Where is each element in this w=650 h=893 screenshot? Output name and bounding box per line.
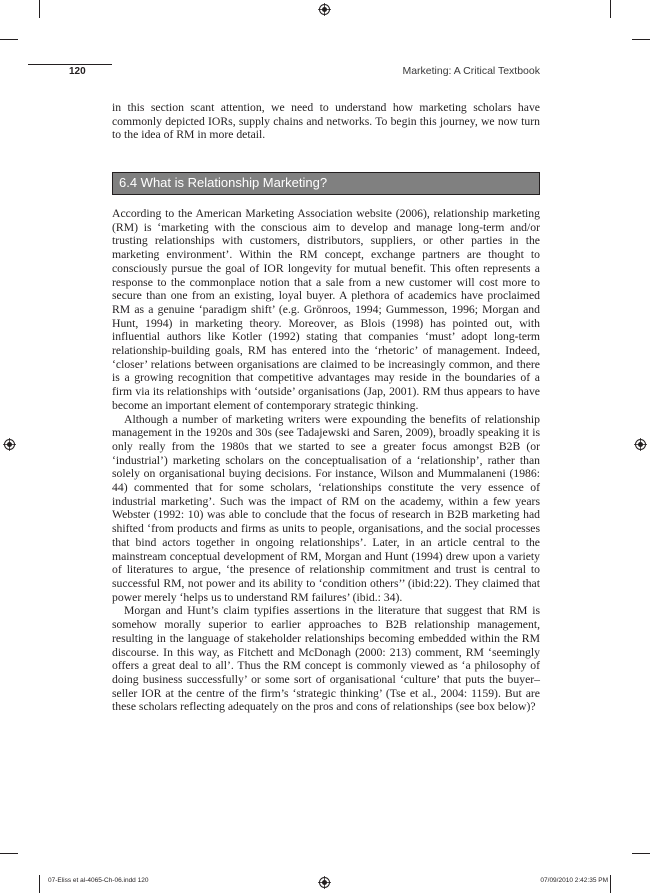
registration-mark-icon — [318, 3, 331, 16]
registration-mark-icon — [318, 876, 331, 889]
section-heading-box — [112, 172, 540, 195]
crop-mark — [0, 853, 18, 854]
body-paragraph-3: Morgan and Hunt’s claim typifies assertions in the literature that suggest that RM is somehow morally superior to earlier approaches to B2B relationship management, resulting in the language of stakeholder relationships becoming embedded within the RM discourse. In this way, as Fitchett and McDonagh (2000: 213) comment, RM ‘seemingly offers a great deal to all’. Thus the RM concept is commonly viewed as ‘a philosophy of doing business successfully’ or some sort of organisational ‘culture’ that puts the buyer–seller IOR at the centre of the firm’s ‘strategic thinking’ (Tse et al., 2004: 1159). But are these scholars reflecting adequately on the pros and cons of relationships (see box below)? — [112, 604, 540, 714]
body-paragraph-1: According to the American Marketing Association website (2006), relationship marketing (RM) is ‘marketing with the conscious aim to develop and manage long-term and/or trusting relationships with customers, distributors, suppliers, or other parties in the marketing environment’. Within the RM concept, exchange partners are thought to consciously pursue the goal of IOR longevity for mutual benefit. This often represents a response to the commonplace notion that a sale from a new customer will cost more to secure than one from an existing, loyal buyer. A plethora of academics have proclaimed RM as a genuine ‘paradigm shift’ (e.g. Grönroos, 1994; Gummesson, 1996; Morgan and Hunt, 1994) in marketing theory. Moreover, as Blois (1998) has pointed out, with influential authors like Kotler (1992) stating that companies ‘must’ adopt long-term relationship-building goals, RM has entered into the ‘rhetoric’ of management. Indeed, ‘closer’ relations between organisations are claimed to be increasingly common, and there is a growing recognition that competitive advantages may reside in the boundaries of a firm via its relationships with ‘outside’ organisations (Jap, 2001). RM thus appears to have become an important element of contemporary strategic thinking. — [112, 207, 540, 412]
registration-mark-icon — [3, 438, 16, 451]
crop-mark — [632, 39, 650, 40]
body-paragraph-2: Although a number of marketing writers were expounding the benefits of relationship management in the 1920s and 30s (see Tadajewski and Saren, 2009), broadly speaking it is only really from the 1980s that we started to see a greater focus amongst B2B (or ‘industrial’) marketing scholars on the conceptualisation of a ‘relationship’, rather than solely on organisational buying decisions. For instance, Wilson and Mummalaneni (1986: 44) commented that for some scholars, ‘relationships constitute the very essence of industrial marketing’. Such was the impact of RM on the academy, within a few years Webster (1992: 10) was able to conclude that the focus of research in B2B marketing had shifted ‘from products and firms as units to people, organisations, and the social processes that bind actors together in ongoing relationships’. Later, in an article central to the mainstream conceptual development of RM, Morgan and Hunt (1994) drew upon a variety of literatures to argue, ‘the presence of relationship commitment and trust is central to successful RM, not power and its ability to ‘condition others’’ (ibid:22). They claimed that power merely ‘helps us to understand RM failures’ (ibid.: 34). — [112, 412, 540, 604]
section-heading: 6.4 What is Relationship Marketing? — [119, 175, 328, 190]
body-text-block — [112, 207, 540, 714]
intro-paragraph: in this section scant attention, we need to understand how marketing scholars have commonly depicted IORs, supply chains and networks. To begin this journey, we now turn to the idea of RM in more detail. — [112, 101, 540, 142]
page-number: 120 — [69, 66, 86, 77]
header-rule — [28, 64, 112, 65]
registration-mark-icon — [634, 438, 647, 451]
crop-mark — [610, 0, 611, 18]
slug-file-name: 07-Eliss et al-4065-Ch-06.indd 120 — [48, 877, 149, 884]
crop-mark — [632, 853, 650, 854]
crop-mark — [0, 39, 18, 40]
slug-timestamp: 07/09/2010 2:42:35 PM — [540, 877, 608, 884]
intro-text-block — [112, 101, 540, 142]
running-head: Marketing: A Critical Textbook — [402, 65, 540, 77]
crop-mark — [39, 875, 40, 893]
crop-mark — [39, 0, 40, 18]
crop-mark — [610, 875, 611, 893]
